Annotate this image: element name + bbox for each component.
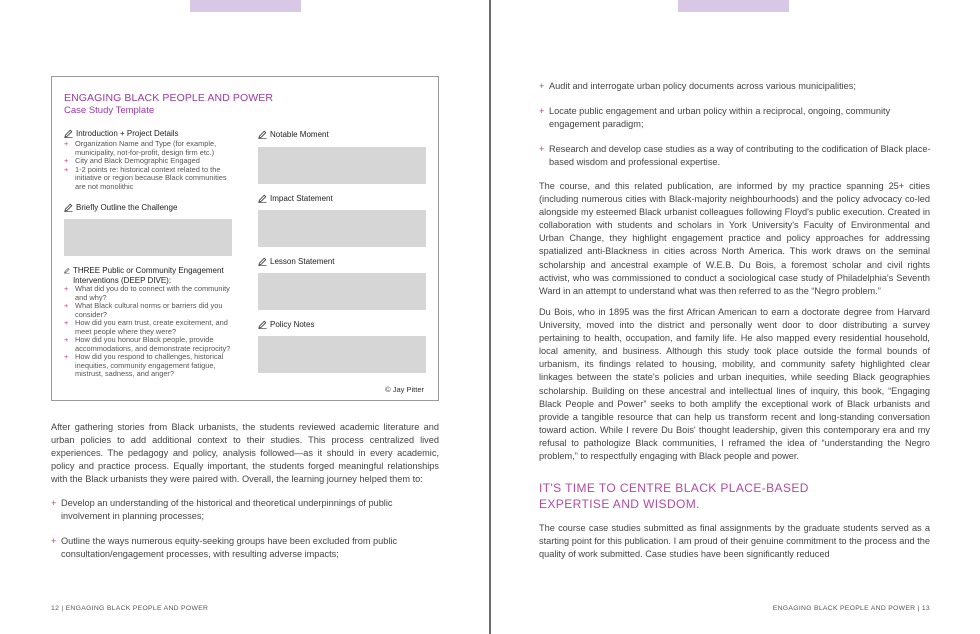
bullet-item: + Research and develop case studies as a way of contributing to the codification of Black place-based wisdom and professional expertise. (539, 144, 931, 168)
plus-marker: + (539, 144, 545, 154)
body-paragraph: The course, and this related publication, are informed by my practice spanning 25+ cities (including numerous cities with Black-majority neighbourhoods) and the policy advocacy co-led alongside my esteemed Black urbanist colleagues following Floyd's public execution. Created in collaboration with students and scholars in York University's Faculty of Environmental and Urban Change, they highlight engagement practice and policy approaches for addressing spatialized anti-Blackness in cities across North America. This work draws on the seminal scholarship and ancestral example of W.E.B. Du Bois, a foremost scholar and civil rights activist, who was commissioned to conduct a sociological case study of Philadelphia's Seventh Ward in an attempt to understand what was then referred to as the “Negro problem.” (539, 181, 930, 296)
bullet-item: + Develop an understanding of the historical and theoretical underpinnings of public involvement in planning processes; (51, 498, 393, 522)
pencil-icon (258, 130, 267, 139)
page-footer: 12 | ENGAGING BLACK PEOPLE AND POWER (51, 605, 209, 612)
list-item: + City and Black Demographic Engaged (64, 156, 200, 165)
impact-statement-placeholder (258, 210, 426, 247)
body-paragraph: After gathering stories from Black urbanists, the students reviewed academic literature and urban policies to add additional context to their studies. This process centralized lived experiences. The pedagogy and policy, analysis followed—as it should in every academic, policy and practice process. Equally important, the students forged meaningful relationships with the Black urbanists they were paired with. Overall, the learning journey helped them to: (51, 422, 439, 485)
case-study-template-box (51, 76, 439, 401)
interventions-heading-label: THREE Public or Community Engagement Interventions (DEEP DIVE): (72, 266, 224, 285)
notable-moment-heading: Notable Moment (258, 130, 329, 139)
lesson-statement-heading: Lesson Statement (258, 257, 334, 266)
copyright: © Jay Pitter (385, 385, 424, 394)
plus-marker: + (64, 301, 69, 310)
body-paragraph: The course case studies submitted as final assignments by the graduate students served as a starting point for this publication. I am proud of their genuine commitment to the process and the quality of work submitted. Case studies have been significantly reduced (539, 523, 930, 560)
page-tab-marker (190, 0, 301, 12)
list-item: + How did you honour Black people, provide accommodations, and demonstrate reciprocity? (64, 335, 231, 353)
policy-notes-heading: Policy Notes (258, 320, 314, 329)
intro-list (64, 140, 234, 191)
plus-marker: + (539, 106, 545, 116)
lesson-statement-placeholder (258, 273, 426, 310)
right-page (491, 0, 980, 634)
list-item: + What did you do to connect with the community and why? (64, 284, 230, 302)
pencil-icon (258, 320, 267, 329)
plus-marker: + (539, 81, 545, 91)
bullet-item: + Outline the ways numerous equity-seeking groups have been excluded from public consultation/engagement processes, with resulting adverse impacts; (51, 536, 398, 560)
list-item: + Organization Name and Type (for example, municipality, not-for-profit, design firm etc.) (64, 139, 217, 157)
body-paragraph: Du Bois, who in 1895 was the first African American to earn a doctorate degree from Harvard University, moved into the district and personally went door to door distributing a survey pertaining to health, occupation, and family life. He also mapped every residential household, local amenity, and business. Although this study took place outside the formal bounds of urbanism, its findings related to housing, mobility, and community safety highlighted clear linkages between the state's policies and urban inequities, while seeding Black geographies scholarship. Building on these ancestral and intellectual lines of inquiry, this book, “Engaging Black People and Power” seeks to both amplify the exceptional work of Black urbanists and provide a tangible resource that can help us transform recent and long-standing conversation toward action. While I revere Du Bois' thought leadership, given this contemporary era and my refusal to pathologize Black communities, I reframed the idea of “understanding the Negro problem,” to respectfully engaging with Black people and power. (539, 307, 930, 462)
impact-statement-heading: Impact Statement (258, 194, 333, 203)
list-item: + How did you respond to challenges, historical inequities, community engagement fatigue, mistrust, sadness, and anger? (64, 352, 224, 378)
page-footer: ENGAGING BLACK PEOPLE AND POWER | 13 (772, 605, 930, 612)
pencil-icon (258, 257, 267, 266)
bullet-item: + Locate public engagement and urban policy within a reciprocal, ongoing, community engagement paradigm; (539, 106, 891, 130)
template-subtitle: Case Study Template (64, 105, 155, 116)
pencil-icon (258, 194, 267, 203)
plus-marker: + (64, 139, 69, 148)
list-item: + 1-2 points re: historical context related to the initiative or region because Black communities are not monolithic (64, 164, 227, 191)
intro-heading (64, 129, 179, 138)
left-page (0, 0, 489, 634)
interventions-list (64, 285, 234, 379)
plus-marker: + (64, 352, 69, 361)
bullet-item: + Audit and interrogate urban policy documents across various municipalities; (539, 80, 935, 93)
page-tab-marker (678, 0, 789, 12)
template-title: ENGAGING BLACK PEOPLE AND POWER (64, 92, 274, 104)
pencil-icon (64, 129, 73, 138)
intro-heading-label: Introduction + Project Details (76, 129, 179, 138)
section-heading: IT'S TIME TO CENTRE BLACK PLACE-BASED EXPERTISE AND WISDOM. (539, 481, 809, 511)
notable-moment-placeholder (258, 147, 426, 184)
pencil-icon (64, 266, 70, 275)
plus-marker: + (64, 284, 69, 293)
plus-marker: + (64, 156, 69, 165)
pencil-icon (64, 203, 73, 212)
plus-marker: + (64, 164, 69, 174)
plus-marker: + (64, 318, 69, 327)
challenge-placeholder (64, 219, 232, 256)
plus-marker: + (51, 536, 57, 546)
list-item: + How did you earn trust, create excitement, and meet people where they were? (64, 318, 228, 336)
plus-marker: + (51, 498, 57, 508)
interventions-heading (64, 266, 239, 285)
challenge-heading-label: Briefly Outline the Challenge (76, 203, 178, 212)
plus-marker: + (64, 335, 69, 344)
policy-notes-placeholder (258, 336, 426, 373)
list-item: + What Black cultural norms or barriers did you consider? (64, 301, 223, 319)
challenge-heading (64, 203, 177, 212)
